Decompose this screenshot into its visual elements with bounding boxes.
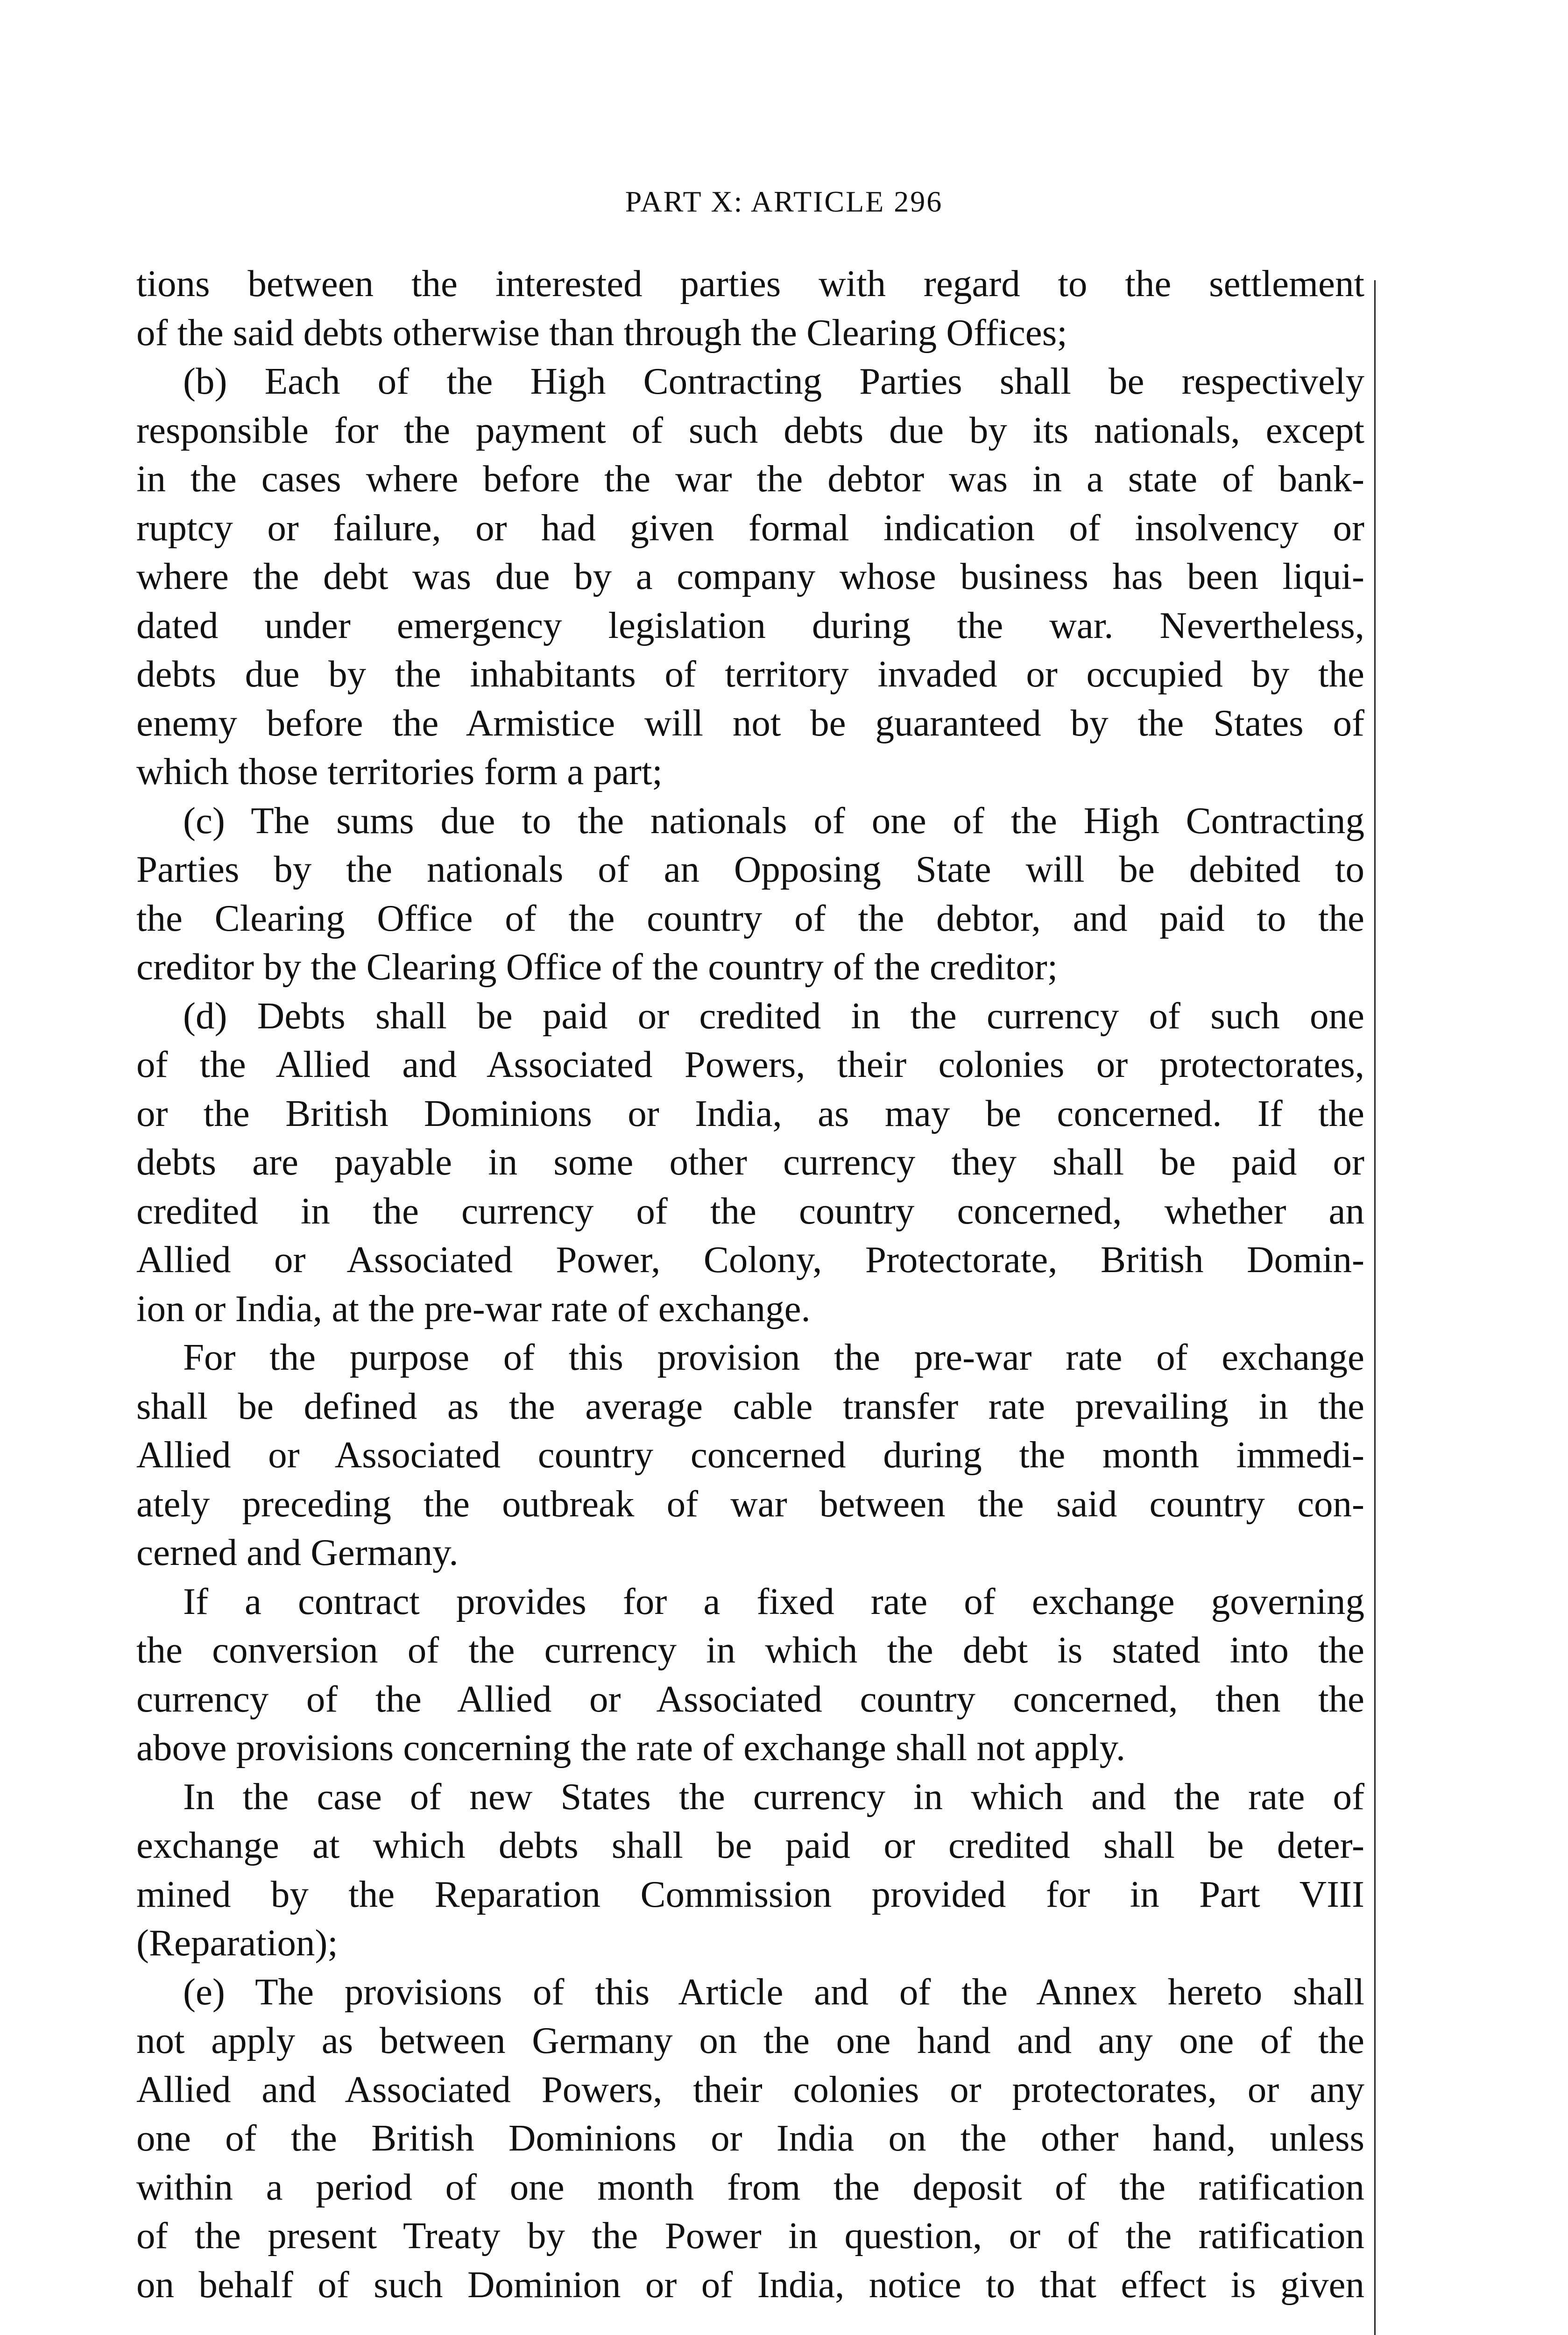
text-line: ruptcy or failure, or had given formal indication of insolvency or [136, 506, 1364, 549]
text-line: Allied or Associated country concerned during the month immedi- [136, 1434, 1364, 1476]
text-line: one of the British Dominions or India on the other hand, unless [136, 2117, 1364, 2159]
paragraph-first-line: For the purpose of this provision the pre-war rate of exchange [183, 1336, 1364, 1378]
paragraph-first-line: (e) The provisions of this Article and of the Annex hereto shall [183, 1970, 1364, 2013]
text-line: the conversion of the currency in which the debt is stated into the [136, 1629, 1364, 1671]
text-line: on behalf of such Dominion or of India, notice to that effect is given [136, 2263, 1364, 2306]
running-header: PART X: ARTICLE 296 [625, 185, 943, 218]
text-line: currency of the Allied or Associated country concerned, then the [136, 1677, 1364, 1720]
paragraph-first-line: If a contract provides for a fixed rate of exchange governing [183, 1580, 1364, 1622]
text-line: in the cases where before the war the debtor was in a state of bank- [136, 458, 1364, 500]
text-line: dated under emergency legislation during the war. Nevertheless, [136, 604, 1364, 646]
paragraph-first-line: (c) The sums due to the nationals of one of the High Contracting [183, 799, 1364, 842]
text-line: or the British Dominions or India, as may be concerned. If the [136, 1092, 1364, 1134]
text-line: mined by the Reparation Commission provided for in Part VIII [136, 1873, 1364, 1915]
paragraph-first-line: (d) Debts shall be paid or credited in the currency of such one [183, 994, 1364, 1037]
paragraph-first-line: In the case of new States the currency in which and the rate of [183, 1775, 1364, 1818]
body-text [136, 259, 1364, 2309]
text-line: of the said debts otherwise than through the Clearing Offices; [136, 311, 1067, 354]
text-line: debts due by the inhabitants of territory invaded or occupied by the [136, 653, 1364, 695]
text-line: (Reparation); [136, 1922, 338, 1964]
text-line: ion or India, at the pre-war rate of exchange. [136, 1287, 811, 1330]
text-line: Allied or Associated Power, Colony, Protectorate, British Domin- [136, 1238, 1364, 1281]
text-line: of the present Treaty by the Power in question, or of the ratification [136, 2215, 1364, 2257]
text-line: where the debt was due by a company whose business has been liqui- [136, 555, 1364, 597]
text-line: ately preceding the outbreak of war between the said country con- [136, 1482, 1364, 1525]
text-line: of the Allied and Associated Powers, their colonies or protectorates, [136, 1043, 1364, 1085]
text-line: responsible for the payment of such debts due by its nationals, except [136, 409, 1364, 451]
text-line: creditor by the Clearing Office of the country of the creditor; [136, 946, 1058, 988]
text-line: within a period of one month from the deposit of the ratification [136, 2165, 1364, 2208]
text-line: enemy before the Armistice will not be guaranteed by the States of [136, 701, 1364, 744]
paragraph-first-line: (b) Each of the High Contracting Parties shall be respectively [183, 360, 1364, 402]
text-line: tions between the interested parties with regard to the settlement [136, 262, 1364, 304]
text-line: not apply as between Germany on the one hand and any one of the [136, 2019, 1364, 2061]
margin-rule [1374, 280, 1376, 2335]
text-line: which those territories form a part; [136, 750, 663, 792]
text-line: exchange at which debts shall be paid or credited shall be deter- [136, 1824, 1364, 1866]
text-line: credited in the currency of the country concerned, whether an [136, 1189, 1364, 1232]
text-line: debts are payable in some other currency they shall be paid or [136, 1141, 1364, 1183]
text-line: shall be defined as the average cable transfer rate prevailing in the [136, 1385, 1364, 1427]
text-line: Allied and Associated Powers, their colonies or protectorates, or any [136, 2068, 1364, 2110]
text-line: above provisions concerning the rate of exchange shall not apply. [136, 1726, 1126, 1769]
text-line: the Clearing Office of the country of the debtor, and paid to the [136, 897, 1364, 939]
text-line: cerned and Germany. [136, 1531, 459, 1573]
text-line: Parties by the nationals of an Opposing State will be debited to [136, 848, 1364, 890]
